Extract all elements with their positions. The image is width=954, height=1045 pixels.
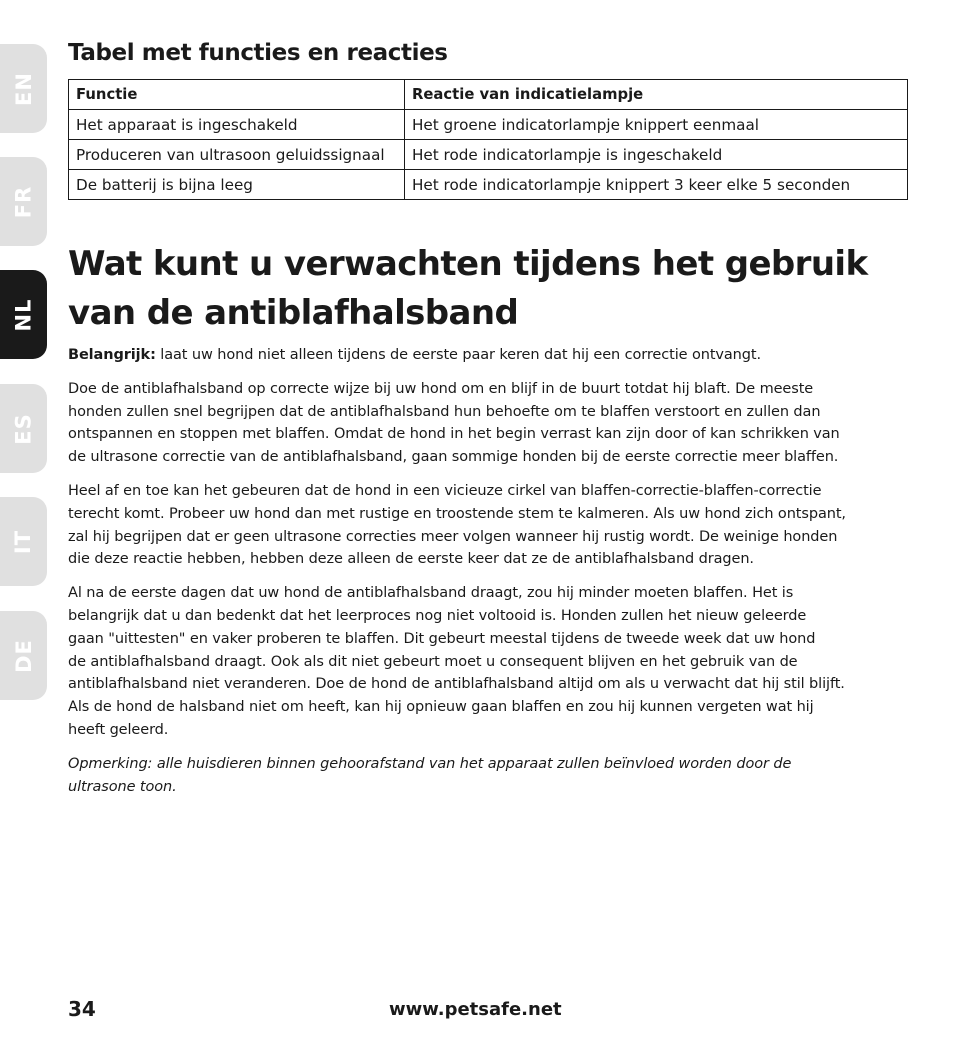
main-heading-line: Wat kunt u verwachten tijdens het gebruik (68, 244, 868, 284)
table-cell: Het rode indicatorlampje knippert 3 keer elke 5 seconden (405, 170, 908, 200)
table-header-cell: Reactie van indicatielampje (405, 80, 908, 110)
language-tab-de[interactable] (0, 611, 47, 700)
language-tab-it[interactable] (0, 497, 47, 586)
language-tab-label: NL (11, 298, 36, 331)
note-line: ultrasone toon. (68, 778, 177, 795)
table-section-title: Tabel met functies en reacties (68, 40, 448, 66)
website-link[interactable]: www.petsafe.net (389, 999, 562, 1020)
body-paragraph (68, 582, 910, 742)
paragraph-line: gaan "uittesten" en vaker proberen te blaffen. Dit gebeurt meestal tijdens de tweede week dat uw hond (68, 630, 816, 647)
language-tabs (0, 0, 48, 1045)
table-row (69, 170, 908, 200)
page-content (68, 40, 910, 798)
body-paragraph (68, 378, 910, 469)
important-label: Belangrijk: (68, 347, 156, 363)
paragraph-line: Als de hond de halsband niet om heeft, kan hij opnieuw gaan blaffen en zou hij kunnen vergeten wat hij (68, 699, 814, 716)
language-tab-nl[interactable] (0, 270, 47, 359)
table-cell: Het apparaat is ingeschakeld (69, 110, 405, 140)
functions-table (68, 79, 908, 200)
language-tab-es[interactable] (0, 384, 47, 473)
table-header-row (69, 80, 908, 110)
language-tab-label: DE (11, 638, 36, 673)
body-paragraph (68, 480, 910, 571)
paragraph-line: heeft geleerd. (68, 721, 169, 738)
table-cell: De batterij is bijna leeg (69, 170, 405, 200)
page-number: 34 (68, 997, 96, 1021)
table-cell: Het rode indicatorlampje is ingeschakeld (405, 140, 908, 170)
table-cell: Produceren van ultrasoon geluidssignaal (69, 140, 405, 170)
paragraph-line: de antiblafhalsband draagt. Ook als dit niet gebeurt moet u consequent blijven en het gebruik van de (68, 653, 798, 670)
paragraph-line: die deze reactie hebben, hebben deze alleen de eerste keer dat ze de antiblafhalsband dragen. (68, 551, 754, 568)
paragraph-line: belangrijk dat u dan bedenkt dat het leerproces nog niet voltooid is. Honden zullen het nieuw geleerde (68, 607, 807, 624)
table-cell: Het groene indicatorlampje knippert eenmaal (405, 110, 908, 140)
language-tab-en[interactable] (0, 44, 47, 133)
note-line: Opmerking: alle huisdieren binnen gehoorafstand van het apparaat zullen beïnvloed worden door de (68, 755, 792, 772)
paragraph-line: Heel af en toe kan het gebeuren dat de hond in een vicieuze cirkel van blaffen-correctie-blaffen-correctie (68, 482, 822, 499)
important-paragraph (68, 344, 910, 367)
note-paragraph (68, 753, 910, 799)
language-tab-label: EN (11, 71, 36, 106)
paragraph-line: Al na de eerste dagen dat uw hond de antiblafhalsband draagt, zou hij minder moeten blaffen. Het is (68, 585, 794, 602)
language-tab-label: IT (11, 529, 36, 554)
language-tab-fr[interactable] (0, 157, 47, 246)
paragraph-line: terecht komt. Probeer uw hond dan met rustige en troostende stem te kalmeren. Als uw hond zich ontspant, (68, 505, 846, 522)
paragraph-line: antiblafhalsband niet veranderen. Doe de hond de antiblafhalsband altijd om als u verwacht dat hij stil blijft. (68, 676, 845, 693)
table-header-cell: Functie (69, 80, 405, 110)
table-row (69, 140, 908, 170)
language-tab-label: ES (11, 412, 36, 445)
table-row (69, 110, 908, 140)
paragraph-line: zal hij begrijpen dat er geen ultrasone correcties meer volgen wanneer hij rustig wordt. De weinige honden (68, 528, 838, 545)
paragraph-line: de ultrasone correctie van de antiblafhalsband, gaan sommige honden bij de eerste correctie meer blaffen. (68, 449, 839, 466)
important-text: laat uw hond niet alleen tijdens de eerste paar keren dat hij een correctie ontvangt. (155, 347, 761, 363)
language-tab-label: FR (11, 185, 36, 218)
paragraph-line: honden zullen snel begrijpen dat de antiblafhalsband hun behoefte om te blaffen verstoort en zullen dan (68, 403, 821, 420)
main-heading (68, 240, 910, 338)
paragraph-line: ontspannen en stoppen met blaffen. Omdat de hond in het begin verrast kan zijn door of kan schrikken van (68, 426, 840, 443)
paragraph-line: Doe de antiblafhalsband op correcte wijze bij uw hond om en blijf in de buurt totdat hij blaft. De meeste (68, 380, 814, 397)
main-heading-line: van de antiblafhalsband (68, 293, 519, 333)
